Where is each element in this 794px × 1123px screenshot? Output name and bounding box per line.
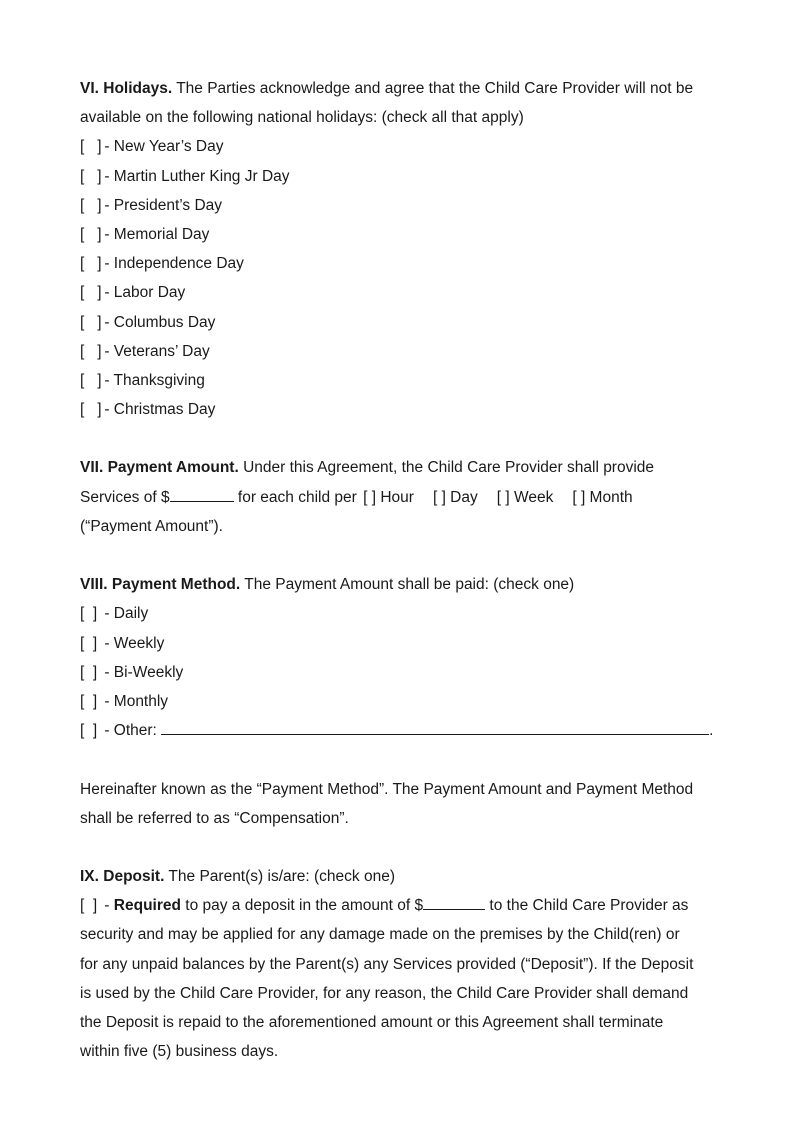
deposit-text-line: within five (5) business days. <box>80 1043 279 1061</box>
checkbox-bracket[interactable]: [ ] <box>80 605 98 623</box>
checkbox-bracket[interactable]: [ ] <box>80 401 102 419</box>
holiday-label: - Independence Day <box>104 255 244 273</box>
payment-method-heading: VIII. Payment Method. <box>80 576 241 594</box>
checkbox-bracket[interactable]: [ ] <box>80 897 98 915</box>
deposit-text-line: for any unpaid balances by the Parent(s) any Services provided (“Deposit”). If the Deposit <box>80 955 694 973</box>
deposit-dash: - <box>100 897 114 915</box>
holiday-label: - Labor Day <box>104 284 186 302</box>
holiday-item[interactable] <box>80 191 730 220</box>
payment-amount-line-3: (“Payment Amount”). <box>80 517 223 535</box>
other-label: - Other: <box>104 722 162 740</box>
holiday-label: - New Year’s Day <box>104 138 224 156</box>
checkbox-bracket[interactable]: [ ] <box>80 138 102 156</box>
payment-amount-line-1 <box>80 453 730 482</box>
payment-amount-heading: VII. Payment Amount. <box>80 459 239 477</box>
payment-method-item[interactable] <box>80 599 730 628</box>
section-spacer <box>80 745 730 774</box>
checkbox-bracket[interactable]: [ ] <box>80 225 102 243</box>
holiday-label: - Christmas Day <box>104 401 216 419</box>
checkbox-bracket[interactable]: [ ] <box>80 196 102 214</box>
checkbox-bracket[interactable]: [ ] <box>80 255 102 273</box>
option-month[interactable]: [ ] Month <box>572 488 633 506</box>
deposit-line-1 <box>80 862 730 891</box>
checkbox-bracket[interactable]: [ ] <box>80 167 102 185</box>
hereinafter-line-2: shall be referred to as “Compensation”. <box>80 809 349 827</box>
holidays-heading: VI. Holidays. <box>80 80 173 97</box>
checkbox-bracket[interactable]: [ ] <box>80 342 102 360</box>
checkbox-bracket[interactable]: [ ] <box>80 284 102 302</box>
payment-method-intro: The Payment Amount shall be paid: (check one) <box>240 576 575 594</box>
section-spacer <box>80 541 730 570</box>
checkbox-bracket[interactable]: [ ] <box>80 371 102 389</box>
holiday-item[interactable] <box>80 308 730 337</box>
holiday-item[interactable] <box>80 220 730 249</box>
checkbox-bracket[interactable]: [ ] <box>80 634 98 652</box>
payment-amount-line-2 <box>80 483 730 512</box>
holiday-label: - President’s Day <box>104 196 223 214</box>
holiday-item[interactable] <box>80 395 730 424</box>
option-day[interactable]: [ ] Day <box>432 488 478 506</box>
deposit-intro: The Parent(s) is/are: (check one) <box>164 868 395 886</box>
holidays-intro-line-1 <box>80 74 730 103</box>
holiday-item[interactable] <box>80 162 730 191</box>
checkbox-bracket[interactable]: [ ] <box>80 313 102 331</box>
payment-method-item[interactable] <box>80 687 730 716</box>
required-label: Required <box>113 897 181 915</box>
payment-method-label: - Bi-Weekly <box>104 663 184 681</box>
holiday-label: - Martin Luther King Jr Day <box>104 167 290 185</box>
deposit-amount-blank-field[interactable] <box>423 895 485 910</box>
section-spacer <box>80 833 730 862</box>
other-period: . <box>709 722 714 740</box>
payment-method-label: - Daily <box>104 605 149 623</box>
holiday-item[interactable] <box>80 249 730 278</box>
services-prefix: Services of $ <box>80 488 170 506</box>
deposit-required-line <box>80 891 730 920</box>
checkbox-bracket[interactable]: [ ] <box>80 722 98 740</box>
holidays-intro-text: The Parties acknowledge and agree that the Child Care Provider will not be <box>172 80 694 97</box>
document-page <box>80 74 730 1066</box>
holiday-label: - Thanksgiving <box>104 371 205 389</box>
deposit-heading: IX. Deposit. <box>80 868 165 886</box>
checkbox-bracket[interactable]: [ ] <box>80 692 98 710</box>
deposit-text-line: is used by the Child Care Provider, for any reason, the Child Care Provider shall demand <box>80 984 689 1002</box>
deposit-text-a: to pay a deposit in the amount of $ <box>180 897 424 915</box>
payment-method-item[interactable] <box>80 658 730 687</box>
payment-method-item[interactable] <box>80 629 730 658</box>
payment-method-label: - Weekly <box>104 634 165 652</box>
amount-blank-field[interactable] <box>170 487 234 502</box>
payment-method-line-1 <box>80 570 730 599</box>
holidays-intro-line-2: available on the following national holidays: (check all that apply) <box>80 109 524 127</box>
holiday-label: - Memorial Day <box>104 225 210 243</box>
deposit-text-line: the Deposit is repaid to the aforementioned amount or this Agreement shall terminate <box>80 1014 664 1031</box>
holiday-item[interactable] <box>80 278 730 307</box>
deposit-text-b: to the Child Care Provider as <box>485 897 689 915</box>
payment-method-label: - Monthly <box>104 692 169 710</box>
holiday-label: - Veterans’ Day <box>104 342 210 360</box>
hereinafter-line-1: Hereinafter known as the “Payment Method”. The Payment Amount and Payment Method <box>80 780 694 798</box>
section-spacer <box>80 424 730 453</box>
holiday-item[interactable] <box>80 337 730 366</box>
checkbox-bracket[interactable]: [ ] <box>80 663 98 681</box>
deposit-text-line: security and may be applied for any damage made on the premises by the Child(ren) or <box>80 926 680 944</box>
payment-method-other[interactable] <box>80 716 730 745</box>
holiday-item[interactable] <box>80 366 730 395</box>
payment-amount-text: Under this Agreement, the Child Care Provider shall provide <box>238 459 655 477</box>
other-blank-field[interactable] <box>161 720 709 735</box>
option-hour[interactable]: [ ] Hour <box>363 488 414 506</box>
option-week[interactable]: [ ] Week <box>496 488 554 506</box>
per-child-text: for each child per <box>233 488 362 506</box>
holiday-item[interactable] <box>80 132 730 161</box>
holiday-label: - Columbus Day <box>104 313 216 331</box>
